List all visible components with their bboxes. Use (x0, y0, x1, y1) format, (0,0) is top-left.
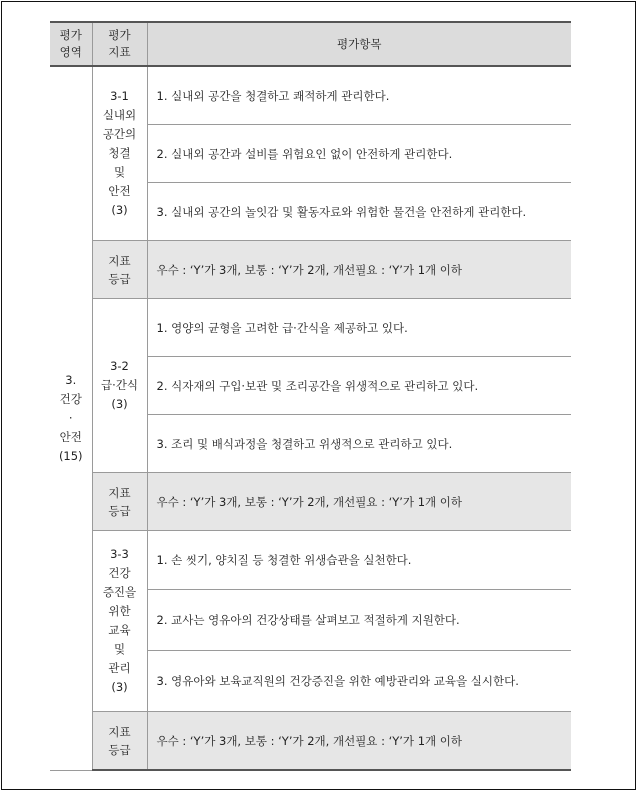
evaluation-item: 1. 영양의 균형을 고려한 급·간식을 제공하고 있다. (147, 299, 571, 357)
evaluation-item: 1. 손 씻기, 양치질 등 청결한 위생습관을 실천한다. (147, 531, 571, 590)
grade-label: 지표 등급 (92, 473, 147, 531)
evaluation-item: 2. 실내외 공간과 설비를 위험요인 없이 안전하게 관리한다. (147, 125, 571, 183)
header-items: 평가항목 (147, 22, 571, 66)
grade-label: 지표 등급 (92, 712, 147, 771)
evaluation-item: 3. 실내외 공간의 놀잇감 및 활동자료와 위험한 물건을 안전하게 관리한다. (147, 183, 571, 241)
evaluation-area: 3. 건강 · 안전 (15) (50, 66, 92, 770)
evaluation-item: 3. 영유아와 보육교직원의 건강증진을 위한 예방관리와 교육을 실시한다. (147, 651, 571, 712)
table-row (50, 299, 571, 357)
grade-row (50, 712, 571, 771)
table-header-row (50, 22, 571, 66)
grade-row (50, 241, 571, 299)
indicator-3-1: 3-1 실내외 공간의 청결 및 안전 (3) (92, 66, 147, 241)
grade-label: 지표 등급 (92, 241, 147, 299)
evaluation-item: 1. 실내외 공간을 청결하고 쾌적하게 관리한다. (147, 66, 571, 125)
evaluation-table (50, 21, 571, 771)
table-row (50, 531, 571, 590)
indicator-3-2: 3-2 급·간식 (3) (92, 299, 147, 473)
evaluation-item: 3. 조리 및 배식과정을 청결하고 위생적으로 관리하고 있다. (147, 415, 571, 473)
grade-row (50, 473, 571, 531)
evaluation-item: 2. 교사는 영유아의 건강상태를 살펴보고 적절하게 지원한다. (147, 590, 571, 651)
header-area: 평가 영역 (50, 22, 92, 66)
grade-criteria: 우수 : ‘Y’가 3개, 보통 : ‘Y’가 2개, 개선필요 : ‘Y’가 1개 이하 (147, 241, 571, 299)
header-indicator: 평가 지표 (92, 22, 147, 66)
evaluation-item: 2. 식자재의 구입·보관 및 조리공간을 위생적으로 관리하고 있다. (147, 357, 571, 415)
grade-criteria: 우수 : ‘Y’가 3개, 보통 : ‘Y’가 2개, 개선필요 : ‘Y’가 1개 이하 (147, 473, 571, 531)
grade-criteria: 우수 : ‘Y’가 3개, 보통 : ‘Y’가 2개, 개선필요 : ‘Y’가 1개 이하 (147, 712, 571, 771)
table-row (50, 66, 571, 125)
indicator-3-3: 3-3 건강 증진을 위한 교육 및 관리 (3) (92, 531, 147, 712)
